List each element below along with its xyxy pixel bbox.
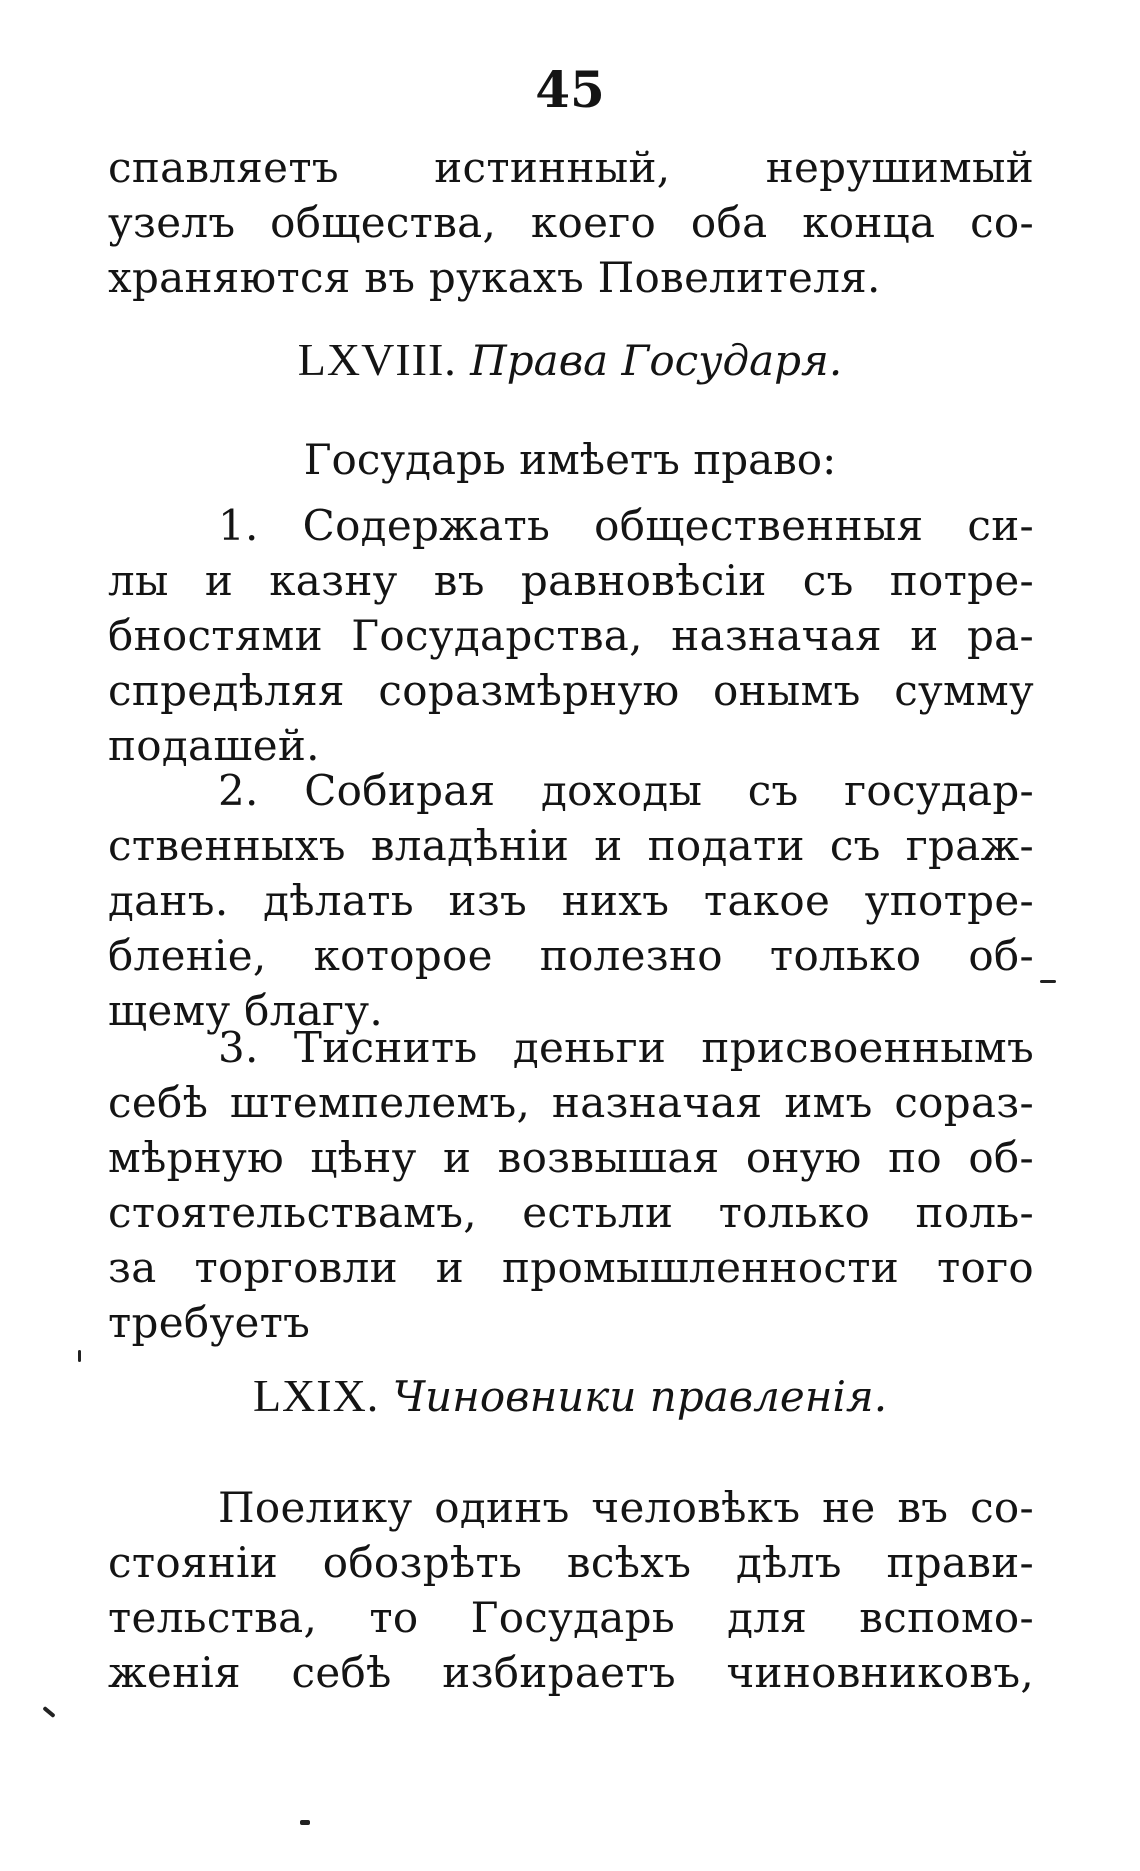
text-line: тельства, то Государь для вспомо- <box>108 1593 1034 1642</box>
text-line: узелъ общества, коего оба конца со- <box>108 198 1034 247</box>
scan-speck <box>300 1820 310 1825</box>
text-line: щему благу. <box>108 986 384 1035</box>
section-69-paragraph <box>108 1480 1034 1700</box>
scan-speck <box>42 1706 55 1718</box>
text-line: ственныхъ владѣніи и подати съ граж- <box>108 821 1034 870</box>
scan-speck <box>78 1350 81 1362</box>
section-title: Права Государя. <box>470 336 843 385</box>
text-line: 3. Тиснить деньги присвоеннымъ <box>218 1023 1034 1072</box>
text-line: подашей. <box>108 721 320 770</box>
text-line: бленіе, которое полезно только об- <box>108 931 1034 980</box>
list-item-3 <box>108 1020 1034 1350</box>
section-heading-69 <box>0 1368 1140 1424</box>
page-number: 45 <box>535 60 605 119</box>
text-line: за торговли и промышленности того <box>108 1243 1034 1292</box>
text-line: себѣ штемпелемъ, назначая имъ сораз- <box>108 1078 1034 1127</box>
text-line: Поелику одинъ человѣкъ не въ со- <box>218 1483 1034 1532</box>
section-numeral: LXIX. <box>252 1370 380 1421</box>
text-line: спредѣляя соразмѣрную онымъ сумму <box>108 666 1034 715</box>
text-line: лы и казну въ равновѣсіи съ потре- <box>108 556 1034 605</box>
list-item-2 <box>108 763 1034 1038</box>
text-line: бностями Государства, назначая и ра- <box>108 611 1034 660</box>
text-line: женія себѣ избираетъ чиновниковъ, <box>108 1648 1034 1697</box>
list-item-1 <box>108 498 1034 773</box>
text-line: 2. Собирая доходы съ государ- <box>218 766 1034 815</box>
section-title: Чиновники правленія. <box>392 1372 888 1421</box>
text-line: спавляетъ истинный, нерушимый <box>108 143 1034 192</box>
text-line: стояніи обозрѣть всѣхъ дѣлъ прави- <box>108 1538 1034 1587</box>
text-line: данъ. дѣлать изъ нихъ такое употре- <box>108 876 1034 925</box>
text-line: храняются въ рукахъ Повелителя. <box>108 253 881 302</box>
section-numeral: LXVIII. <box>297 334 457 385</box>
text-line: мѣрную цѣну и возвышая оную по об- <box>108 1133 1034 1182</box>
text-line: стоятельствамъ, естьли только поль- <box>108 1188 1034 1237</box>
text-line: требуетъ <box>108 1298 311 1347</box>
text-line: 1. Содержать общественныя си- <box>218 501 1034 550</box>
intro-paragraph <box>108 140 1034 305</box>
section-lead: Государь имѣетъ право: <box>303 435 837 484</box>
scan-speck <box>1040 980 1056 983</box>
section-heading-68 <box>0 332 1140 388</box>
